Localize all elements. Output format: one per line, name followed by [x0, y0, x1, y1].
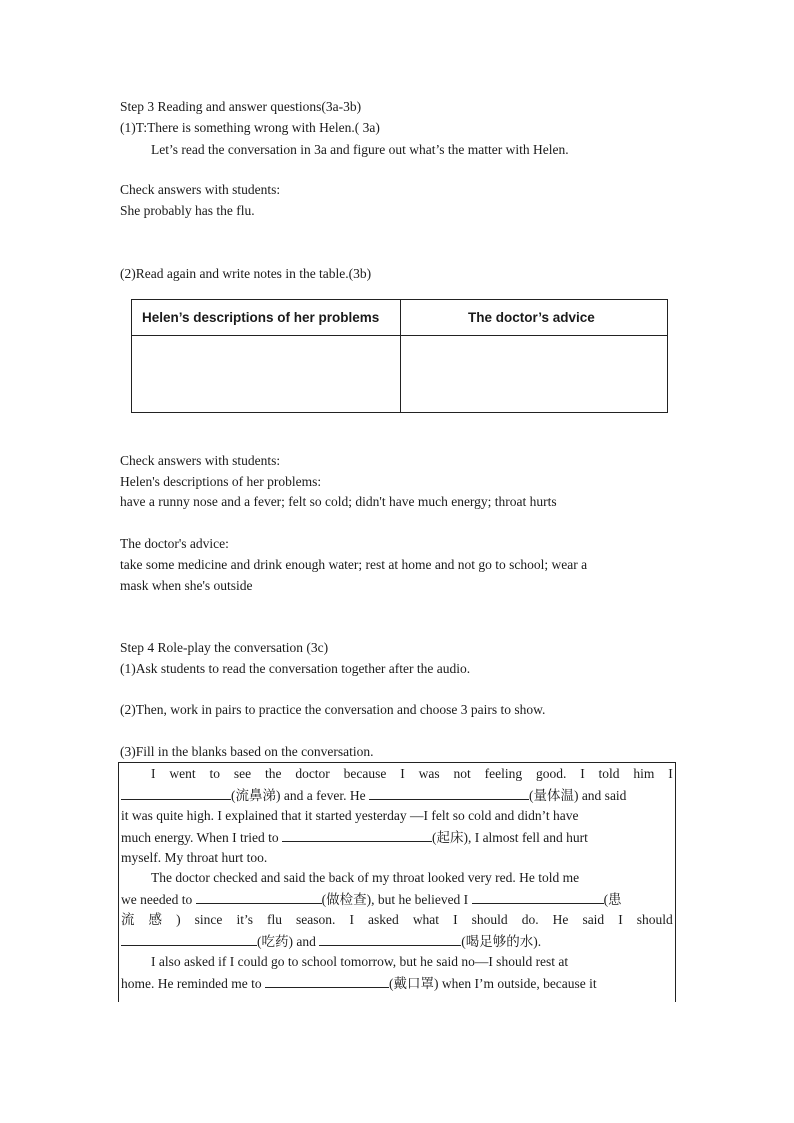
step4-item-1: (1)Ask students to read the conversation together after the audio.	[120, 661, 471, 676]
step3-question-1: (1)T:There is something wrong with Helen.( 3a)	[120, 120, 380, 135]
check-answers-2: Check answers with students:	[120, 453, 281, 468]
blank-drink-water[interactable]	[319, 933, 461, 946]
blank-take-temperature[interactable]	[369, 787, 529, 800]
step4-item-3: (3)Fill in the blanks based on the conversation.	[120, 744, 374, 759]
passage-line-10: I also asked if I could go to school tomorrow, but he said no—I should rest at	[151, 954, 569, 969]
passage-line-4: much energy. When I tried to (起床), I almost fell and hurt	[121, 830, 588, 845]
blank-take-medicine[interactable]	[121, 933, 257, 946]
passage-line-2: (流鼻涕) and a fever. He (量体温) and said	[121, 787, 626, 804]
passage-line-8: 流 感 ) since it’s flu season. I asked what I should do. He said I should	[121, 912, 673, 927]
table-header-descriptions: Helen’s descriptions of her problems	[142, 310, 380, 325]
descriptions-label: Helen's descriptions of her problems:	[120, 474, 322, 489]
passage-line-6: The doctor checked and said the back of my throat looked very red. He told me	[151, 870, 580, 885]
passage-line-1: I went to see the doctor because I was not feeling good. I told him I	[151, 766, 673, 781]
step3-title: Step 3 Reading and answer questions(3a-3b)	[120, 99, 362, 114]
notes-table	[131, 299, 668, 413]
advice-label: The doctor's advice:	[120, 536, 229, 551]
step4-item-2: (2)Then, work in pairs to practice the conversation and choose 3 pairs to show.	[120, 702, 546, 717]
blank-runny-nose[interactable]	[121, 787, 231, 800]
passage-line-5: myself. My throat hurt too.	[121, 850, 268, 865]
notes-table-divider	[400, 300, 401, 412]
blank-wear-mask[interactable]	[265, 975, 389, 988]
answer-1: She probably has the flu.	[120, 203, 255, 218]
passage-line-7: we needed to (做检查), but he believed I (患	[121, 892, 622, 907]
blank-get-up[interactable]	[282, 829, 432, 842]
blank-check-up[interactable]	[196, 891, 322, 904]
advice-answer-line-1: take some medicine and drink enough water; rest at home and not go to school; wear a	[120, 557, 588, 572]
table-header-advice: The doctor’s advice	[468, 310, 595, 325]
step3-q1-instruction: Let’s read the conversation in 3a and figure out what’s the matter with Helen.	[151, 142, 569, 157]
descriptions-answer: have a runny nose and a fever; felt so cold; didn't have much energy; throat hurts	[120, 494, 557, 509]
check-answers-1: Check answers with students:	[120, 182, 281, 197]
passage-line-11: home. He reminded me to (戴口罩) when I’m outside, because it	[121, 976, 597, 991]
advice-answer-line-2: mask when she's outside	[120, 578, 253, 593]
passage-line-9: (吃药) and (喝足够的水).	[121, 933, 541, 950]
step3-question-2: (2)Read again and write notes in the table.(3b)	[120, 266, 372, 281]
passage-line-3: it was quite high. I explained that it started yesterday —I felt so cold and didn’t have	[121, 808, 579, 823]
blank-have-flu[interactable]	[472, 891, 604, 904]
fill-in-passage-box	[118, 762, 676, 1002]
step4-title: Step 4 Role-play the conversation (3c)	[120, 640, 329, 655]
